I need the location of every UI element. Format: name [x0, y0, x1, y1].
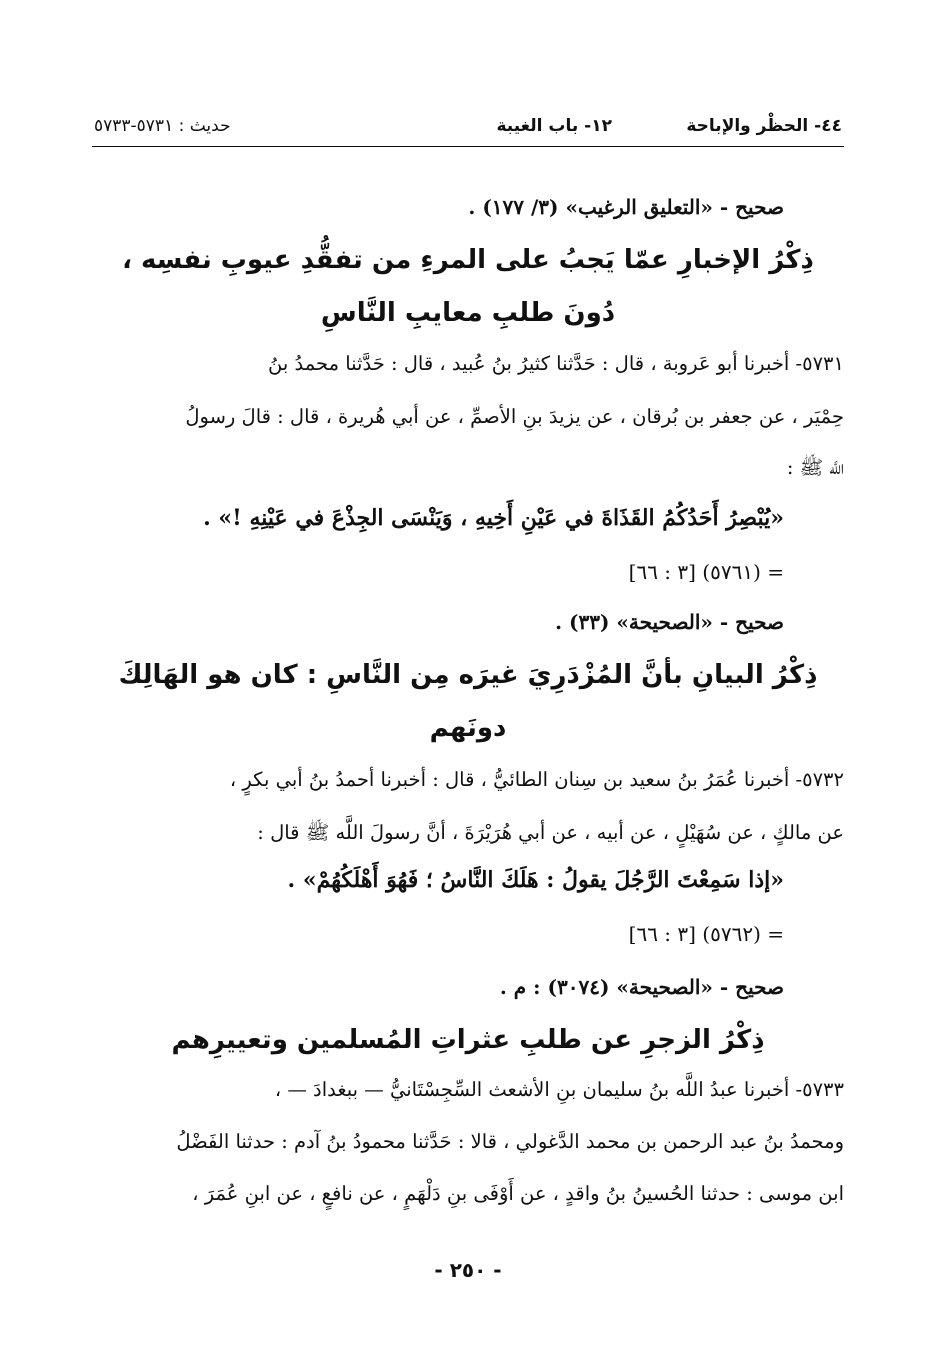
chapter-heading-2-line-2: دونَهم [429, 713, 507, 743]
hadith-5731-line-3: اللَّه ﷺ : [786, 456, 844, 479]
chapter-heading-1-line-2: دُونَ طلبِ معايبِ النَّاسِ [320, 298, 616, 328]
grade-line-3: صحيح - «الصحيحة» (٣٠٧٤) : م . [499, 975, 784, 999]
hadith-5732-cross-reference: = (٥٧٦٢) [٣ : ٦٦] [628, 922, 784, 946]
header-chapter-title: ١٢- باب الغيبة [496, 116, 612, 136]
book-page [92, 100, 844, 1300]
hadith-5732-matn: «إذا سَمِعْتَ الرَّجُلَ يقولُ : هَلَكَ النَّاسُ ؛ فَهُوَ أَهْلَكُهُمْ» . [287, 867, 784, 893]
hadith-5731-line-2: حِمْيَر ، عن جعفر بن بُرقان ، عن يزيدَ بنِ الأصمِّ ، عن أبي هُريرة ، قال : قالَ رسولُ [185, 405, 844, 428]
hadith-5733-line-3: ابن موسى : حدثنا الحُسينُ بنُ واقدٍ ، عن أَوْفَى بنِ دَلْهَمٍ ، عن نافعٍ ، عن ابنِ عُمَرَ ، [192, 1182, 844, 1205]
hadith-5731-line-1: ٥٧٣١- أخبرنا أبو عَروبة ، قال : حَدَّثنا كثيرُ بنُ عُبيد ، قال : حَدَّثنا محمدُ بنُ [268, 352, 844, 375]
header-hadith-range: حديث : ٥٧٣١-٥٧٣٣ [94, 116, 231, 136]
grade-line-1: صحيح - «التعليق الرغيب» (٣/ ١٧٧) . [468, 195, 784, 219]
page-number: - ٢٥٠ - [434, 1258, 502, 1282]
header-divider [92, 146, 844, 147]
chapter-heading-1-line-1: ذِكْرُ الإخبارِ عمّا يَجبُ على المرءِ من تفقُّدِ عيوبِ نفسِه ، [122, 245, 814, 275]
hadith-5731-matn: «يُبْصِرُ أَحَدُكُمُ القَذَاةَ في عَيْنِ أَخِيهِ ، وَيَنْسَى الجِذْعَ في عَيْنِهِ !» . [203, 505, 784, 531]
running-header [92, 112, 844, 142]
grade-line-2: صحيح - «الصحيحة» (٣٣) . [555, 610, 784, 634]
hadith-5733-line-1: ٥٧٣٣- أخبرنا عبدُ اللَّه بنُ سليمان بنِ الأشعث السِّجِسْتَانيُّ — ببغدادَ — ، [274, 1078, 844, 1101]
chapter-heading-3-line-1: ذِكْرُ الزجرِ عن طلبِ عثراتِ المُسلمين وتعييرِهم [171, 1025, 765, 1055]
hadith-5732-line-2: عن مالكٍ ، عن سُهَيْلٍ ، عن أبيه ، عن أبي هُرَيْرَةَ ، أنَّ رسولَ اللَّه ﷺ قال : [257, 821, 844, 844]
chapter-heading-2-line-1: ذِكْرُ البيانِ بأنَّ المُزْدَرِيَ غيرَه مِن النَّاسِ : كان هو الهَالِكَ [118, 660, 818, 690]
hadith-5732-line-1: ٥٧٣٢- أخبرنا عُمَرُ بنُ سعيد بن سِنان الطائيُّ ، قال : أخبرنا أحمدُ بنُ أبي بكرٍ ، [229, 768, 844, 791]
hadith-5733-line-2: ومحمدُ بنُ عبد الرحمن بن محمد الدَّغولي ، قالا : حَدَّثنا محمودُ بنُ آدم : حدثنا الفَضْلُ [176, 1130, 844, 1153]
hadith-5731-cross-reference: = (٥٧٦١) [٣ : ٦٦] [628, 560, 784, 584]
header-book-title: ٤٤- الحظْر والإباحة [686, 116, 842, 136]
